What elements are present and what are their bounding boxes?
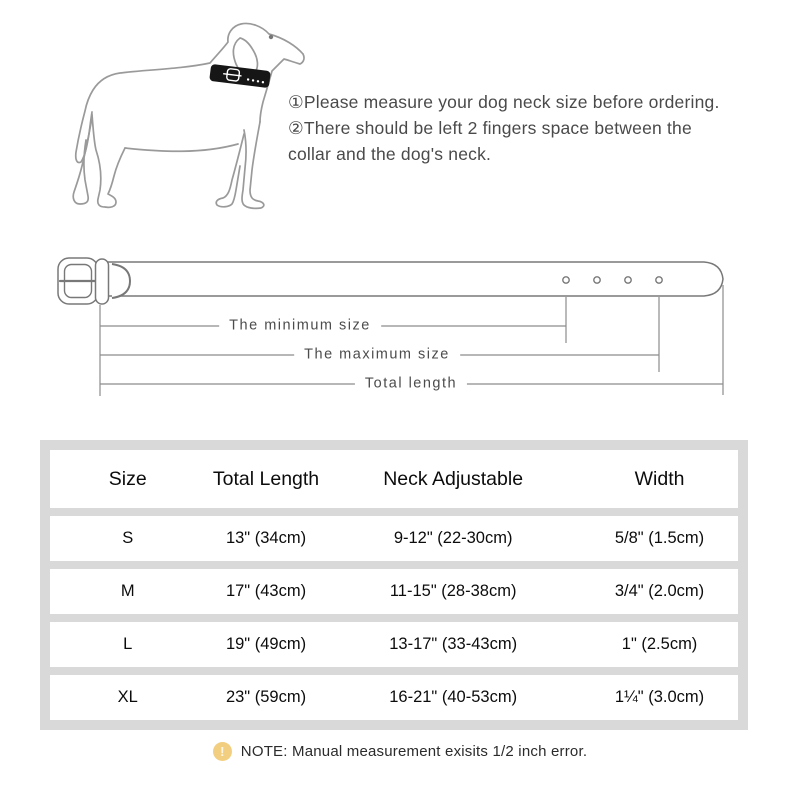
instruction-line-2: ②There should be left 2 fingers space between the xyxy=(288,118,692,138)
table-row-xl xyxy=(50,675,738,720)
size-table xyxy=(40,440,748,730)
cell-size: XL xyxy=(117,688,138,706)
measuring-instructions xyxy=(288,89,790,167)
cell-width: 1" (2.5cm) xyxy=(621,635,698,653)
header-cell-total-length: Total Length xyxy=(212,467,320,490)
cell-total-length: 23" (59cm) xyxy=(225,688,307,706)
note xyxy=(0,742,800,761)
dog-hind-leg xyxy=(92,114,125,207)
exclamation-icon: ! xyxy=(213,742,232,761)
note-text: NOTE: Manual measurement exisits 1/2 inch error. xyxy=(240,743,588,760)
cell-total-length: 19" (49cm) xyxy=(225,635,307,653)
table-row-m xyxy=(50,569,738,614)
size-table-header-row xyxy=(50,450,738,508)
cell-size: M xyxy=(120,582,135,600)
measurement-label-total: Total length xyxy=(355,376,467,392)
cell-neck-adjustable: 9-12" (22-30cm) xyxy=(393,529,513,547)
table-row-l xyxy=(50,622,738,667)
cell-neck-adjustable: 16-21" (40-53cm) xyxy=(389,688,518,706)
cell-size: L xyxy=(123,635,133,653)
instruction-line-1: ①Please measure your dog neck size before ordering. xyxy=(288,92,720,112)
cell-width: 1¼" (3.0cm) xyxy=(614,688,705,706)
dog-belly-line xyxy=(125,144,238,151)
instruction-line-3: collar and the dog's neck. xyxy=(288,144,492,164)
dog-illustration xyxy=(60,12,322,224)
table-row-s xyxy=(50,516,738,561)
measurement-label-minimum: The minimum size xyxy=(219,318,381,334)
cell-neck-adjustable: 11-15" (28-38cm) xyxy=(389,582,517,600)
cell-width: 3/4" (2.0cm) xyxy=(614,582,705,600)
collar-keeper-loop xyxy=(96,259,109,304)
dog-body-outline xyxy=(76,23,303,162)
dog-collar xyxy=(209,64,271,88)
header-cell-neck-adjustable: Neck Adjustable xyxy=(383,467,524,490)
cell-total-length: 17" (43cm) xyxy=(225,582,307,600)
cell-total-length: 13" (34cm) xyxy=(225,529,307,547)
dog-far-front-leg xyxy=(216,134,244,207)
header-cell-width: Width xyxy=(634,467,685,490)
dog-eye xyxy=(269,35,273,39)
cell-size: S xyxy=(122,529,134,547)
dog-front-leg xyxy=(242,122,264,208)
cell-width: 5/8" (1.5cm) xyxy=(614,529,705,547)
header-cell-size: Size xyxy=(108,467,147,490)
cell-neck-adjustable: 13-17" (33-43cm) xyxy=(389,635,518,653)
measurement-label-maximum: The maximum size xyxy=(294,347,460,363)
